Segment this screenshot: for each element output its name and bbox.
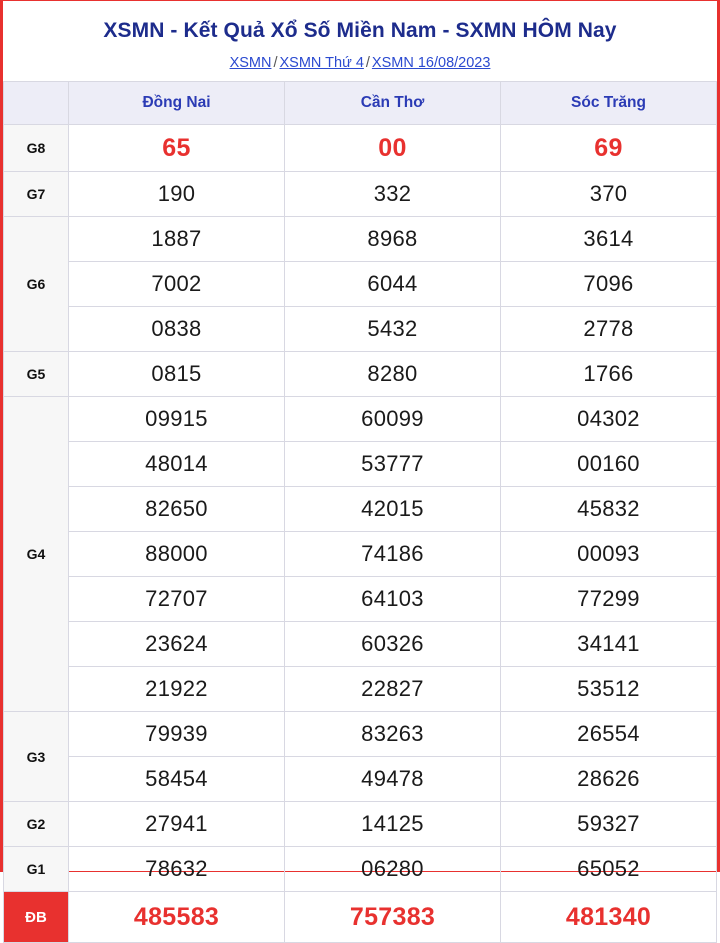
table-row — [4, 667, 717, 712]
prize-value-g4-dong-nai-1: 09915 — [69, 397, 285, 442]
prize-value-g6-dong-nai-1: 1887 — [69, 217, 285, 262]
prize-value-g1-can-tho: 06280 — [285, 847, 501, 892]
lottery-results-table — [3, 81, 717, 943]
page-title: XSMN - Kết Quả Xổ Số Miền Nam - SXMN HÔM Nay — [103, 19, 617, 42]
table-row — [4, 892, 717, 943]
prize-label-g8: G8 — [4, 125, 69, 172]
prize-label-g1: G1 — [4, 847, 69, 892]
table-row — [4, 757, 717, 802]
table-row — [4, 622, 717, 667]
table-row — [4, 712, 717, 757]
breadcrumb-item-date[interactable]: XSMN 16/08/2023 — [371, 55, 491, 71]
prize-value-g4-can-tho-5: 64103 — [285, 577, 501, 622]
prize-label-g4: G4 — [4, 397, 69, 712]
table-row — [4, 847, 717, 892]
prize-label-g6: G6 — [4, 217, 69, 352]
prize-label-g7: G7 — [4, 172, 69, 217]
prize-value-g4-can-tho-6: 60326 — [285, 622, 501, 667]
prize-value-g8-soc-trang: 69 — [501, 125, 717, 172]
prize-value-db-can-tho: 757383 — [285, 892, 501, 943]
prize-label-g5: G5 — [4, 352, 69, 397]
prize-value-g6-can-tho-1: 8968 — [285, 217, 501, 262]
prize-value-g4-dong-nai-6: 23624 — [69, 622, 285, 667]
prize-value-g1-dong-nai: 78632 — [69, 847, 285, 892]
prize-label-db: ĐB — [4, 892, 69, 943]
prize-value-g6-can-tho-2: 6044 — [285, 262, 501, 307]
breadcrumb-item-xsmn[interactable]: XSMN — [229, 55, 272, 71]
table-row — [4, 442, 717, 487]
breadcrumb-separator-1: / — [273, 55, 278, 71]
prize-value-g4-soc-trang-4: 00093 — [501, 532, 717, 577]
prize-value-g6-soc-trang-3: 2778 — [501, 307, 717, 352]
table-header-row — [4, 82, 717, 125]
table-header — [4, 82, 717, 125]
prize-value-g3-can-tho-1: 83263 — [285, 712, 501, 757]
prize-value-g8-can-tho: 00 — [285, 125, 501, 172]
breadcrumb-item-xsmn-thu-4[interactable]: XSMN Thứ 4 — [279, 55, 364, 71]
prize-value-g4-dong-nai-3: 82650 — [69, 487, 285, 532]
prize-value-g6-soc-trang-1: 3614 — [501, 217, 717, 262]
prize-value-g6-soc-trang-2: 7096 — [501, 262, 717, 307]
table-row — [4, 262, 717, 307]
prize-value-g1-soc-trang: 65052 — [501, 847, 717, 892]
prize-value-g4-soc-trang-3: 45832 — [501, 487, 717, 532]
prize-value-g4-dong-nai-5: 72707 — [69, 577, 285, 622]
prize-label-g2: G2 — [4, 802, 69, 847]
table-row — [4, 172, 717, 217]
prize-value-g4-soc-trang-6: 34141 — [501, 622, 717, 667]
column-header-dong-nai: Đồng Nai — [69, 82, 285, 125]
prize-value-g7-dong-nai: 190 — [69, 172, 285, 217]
prize-value-g4-dong-nai-7: 21922 — [69, 667, 285, 712]
table-row — [4, 532, 717, 577]
prize-value-g7-can-tho: 332 — [285, 172, 501, 217]
table-row — [4, 577, 717, 622]
prize-value-db-dong-nai: 485583 — [69, 892, 285, 943]
table-row — [4, 802, 717, 847]
prize-value-g6-dong-nai-2: 7002 — [69, 262, 285, 307]
prize-value-g2-dong-nai: 27941 — [69, 802, 285, 847]
table-row — [4, 487, 717, 532]
prize-value-g7-soc-trang: 370 — [501, 172, 717, 217]
prize-value-g4-can-tho-1: 60099 — [285, 397, 501, 442]
prize-value-g4-soc-trang-1: 04302 — [501, 397, 717, 442]
prize-value-g3-can-tho-2: 49478 — [285, 757, 501, 802]
prize-value-g4-dong-nai-4: 88000 — [69, 532, 285, 577]
prize-value-g4-dong-nai-2: 48014 — [69, 442, 285, 487]
table-row — [4, 397, 717, 442]
prize-value-g8-dong-nai: 65 — [69, 125, 285, 172]
table-row — [4, 217, 717, 262]
prize-value-g3-dong-nai-1: 79939 — [69, 712, 285, 757]
prize-value-g4-can-tho-4: 74186 — [285, 532, 501, 577]
table-row — [4, 307, 717, 352]
prize-value-g6-dong-nai-3: 0838 — [69, 307, 285, 352]
prize-value-g6-can-tho-3: 5432 — [285, 307, 501, 352]
prize-value-g4-soc-trang-7: 53512 — [501, 667, 717, 712]
page-header — [3, 1, 717, 81]
prize-value-g3-soc-trang-2: 28626 — [501, 757, 717, 802]
column-header-soc-trang: Sóc Trăng — [501, 82, 717, 125]
prize-value-g5-dong-nai: 0815 — [69, 352, 285, 397]
prize-value-g4-can-tho-7: 22827 — [285, 667, 501, 712]
prize-value-g5-soc-trang: 1766 — [501, 352, 717, 397]
table-row — [4, 352, 717, 397]
prize-label-g3: G3 — [4, 712, 69, 802]
breadcrumb-separator-2: / — [365, 55, 370, 71]
breadcrumb — [3, 55, 717, 71]
table-body — [4, 125, 717, 943]
column-header-can-tho: Cần Thơ — [285, 82, 501, 125]
prize-value-g3-soc-trang-1: 26554 — [501, 712, 717, 757]
prize-value-db-soc-trang: 481340 — [501, 892, 717, 943]
prize-value-g2-can-tho: 14125 — [285, 802, 501, 847]
table-corner-cell — [4, 82, 69, 125]
prize-value-g4-soc-trang-5: 77299 — [501, 577, 717, 622]
prize-value-g4-soc-trang-2: 00160 — [501, 442, 717, 487]
prize-value-g4-can-tho-2: 53777 — [285, 442, 501, 487]
prize-value-g5-can-tho: 8280 — [285, 352, 501, 397]
prize-value-g2-soc-trang: 59327 — [501, 802, 717, 847]
table-row — [4, 125, 717, 172]
prize-value-g4-can-tho-3: 42015 — [285, 487, 501, 532]
prize-value-g3-dong-nai-2: 58454 — [69, 757, 285, 802]
